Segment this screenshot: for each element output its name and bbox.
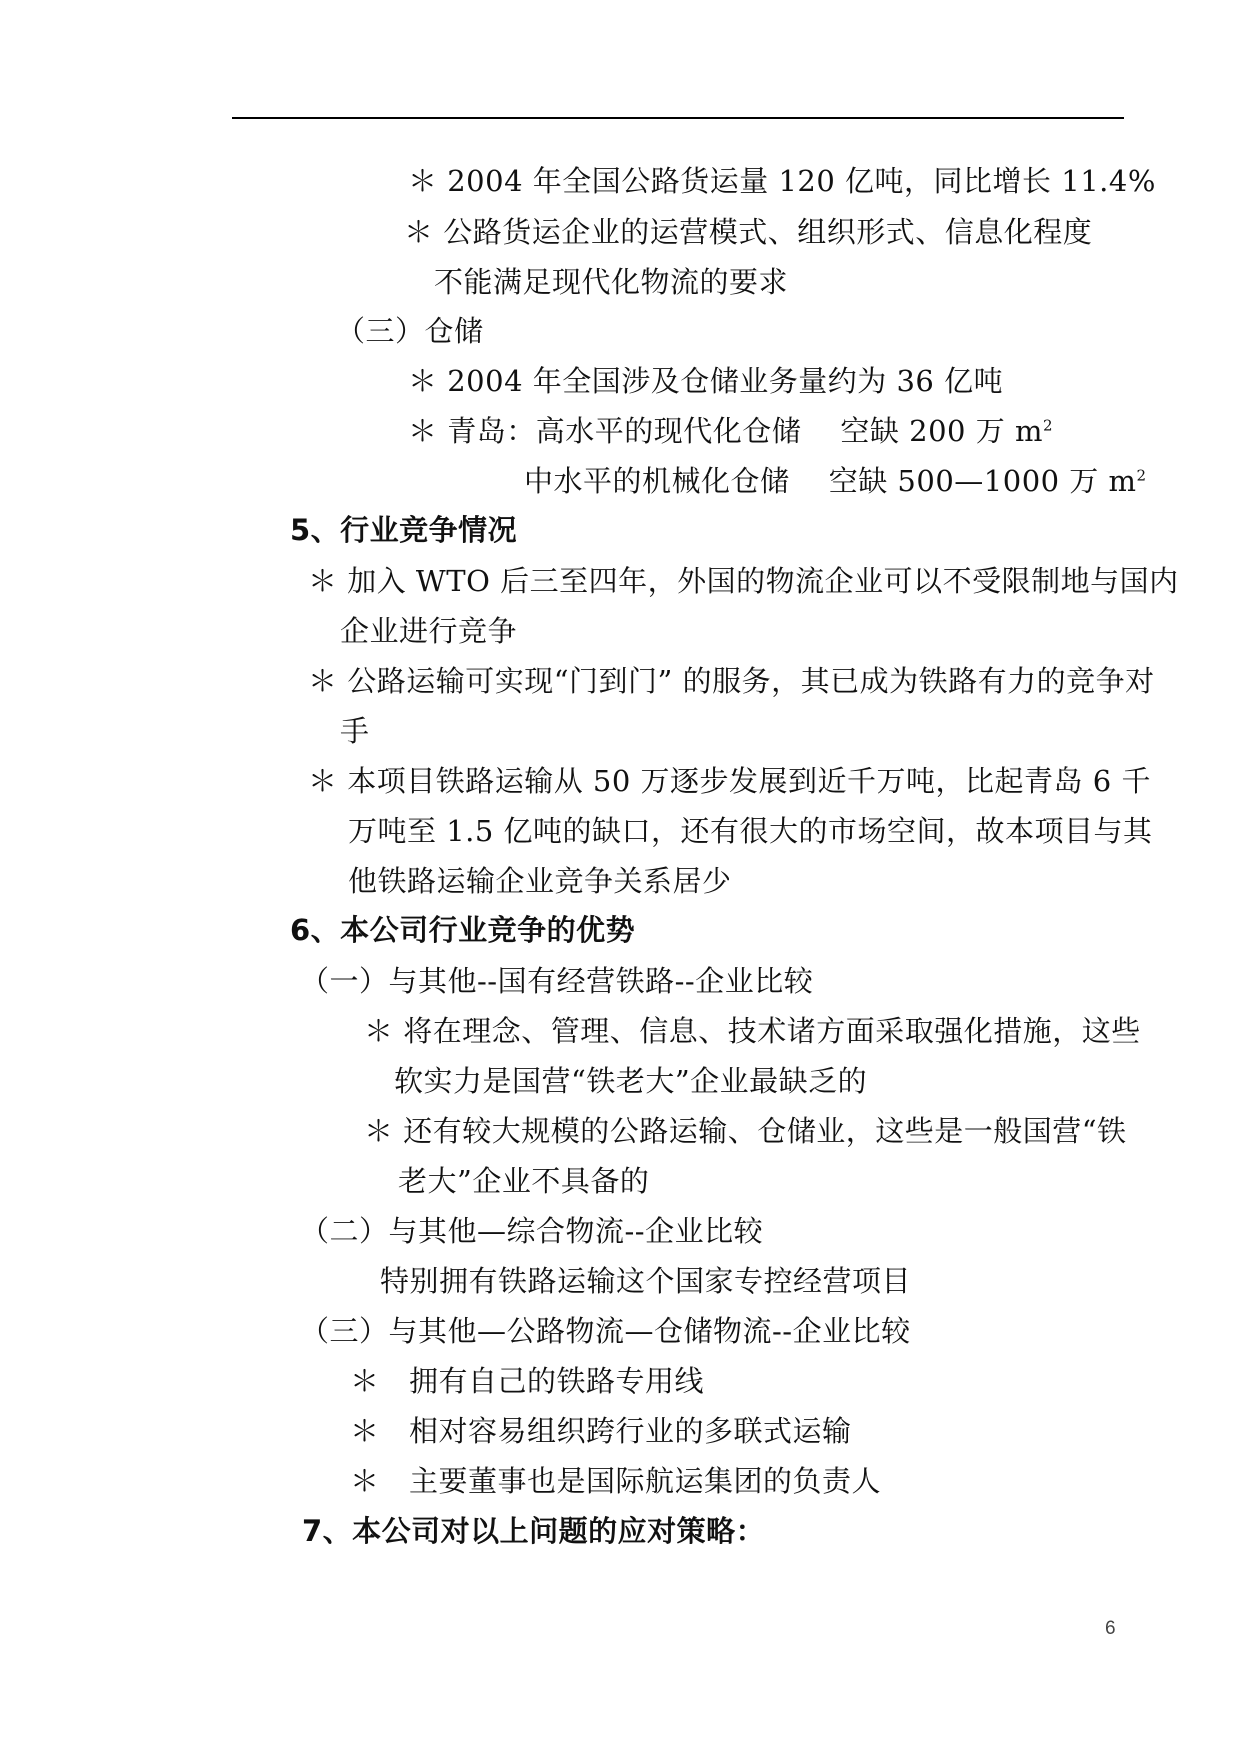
sec5-bullet-3: ＊ 本项目铁路运输从 50 万逐步发展到近千万吨，比起青岛 6 千 bbox=[308, 764, 1151, 798]
sec6-subheading-2: （二）与其他—综合物流--企业比较 bbox=[300, 1214, 764, 1248]
sec6-sub3-bullet-1: ＊ 拥有自己的铁路专用线 bbox=[350, 1364, 705, 1398]
header-rule bbox=[232, 117, 1124, 119]
sec6-sub1-bullet-1: ＊ 将在理念、管理、信息、技术诸方面采取强化措施，这些 bbox=[364, 1014, 1141, 1048]
sec5-bullet-1: ＊ 加入 WTO 后三至四年，外国的物流企业可以不受限制地与国内 bbox=[308, 564, 1179, 598]
road-model-bullet: ＊ 公路货运企业的运营模式、组织形式、信息化程度 bbox=[404, 215, 1093, 249]
square-superscript: 2 bbox=[1042, 416, 1053, 435]
qingdao-mid-text: 中水平的机械化仓储 空缺 500—1000 万 m bbox=[524, 464, 1137, 498]
sec6-subheading-3: （三）与其他—公路物流—仓储物流--企业比较 bbox=[300, 1314, 911, 1348]
road-volume-bullet: ＊ 2004 年全国公路货运量 120 亿吨，同比增长 11.4% bbox=[408, 164, 1156, 198]
section-6-heading: 6、本公司行业竞争的优势 bbox=[290, 913, 636, 947]
square-superscript: 2 bbox=[1136, 466, 1147, 485]
sec6-sub3-bullet-3: ＊ 主要董事也是国际航运集团的负责人 bbox=[350, 1464, 882, 1498]
section-7-heading: 7、本公司对以上问题的应对策略： bbox=[302, 1514, 766, 1548]
storage-subheading: （三）仓储 bbox=[336, 314, 484, 348]
section-5-heading: 5、行业竞争情况 bbox=[290, 513, 518, 547]
sec5-bullet-2-cont: 手 bbox=[340, 714, 370, 748]
qingdao-mid-level-storage bbox=[524, 463, 1147, 499]
storage-volume-bullet: ＊ 2004 年全国涉及仓储业务量约为 36 亿吨 bbox=[408, 364, 1004, 398]
road-model-continuation: 不能满足现代化物流的要求 bbox=[434, 265, 789, 299]
sec5-bullet-3-cont-1: 万吨至 1.5 亿吨的缺口，还有很大的市场空间，故本项目与其 bbox=[348, 814, 1153, 848]
sec6-sub1-bullet-1-cont: 软实力是国营“铁老大”企业最缺乏的 bbox=[394, 1064, 868, 1098]
sec5-bullet-2: ＊ 公路运输可实现“门到门” 的服务，其已成为铁路有力的竞争对 bbox=[308, 664, 1155, 698]
sec6-sub1-bullet-2: ＊ 还有较大规模的公路运输、仓储业，这些是一般国营“铁 bbox=[364, 1114, 1127, 1148]
sec6-sub1-bullet-2-cont: 老大”企业不具备的 bbox=[398, 1164, 650, 1198]
page-number: 6 bbox=[1105, 1618, 1116, 1639]
qingdao-high-text: ＊ 青岛：高水平的现代化仓储 空缺 200 万 m bbox=[408, 414, 1043, 448]
qingdao-high-level-storage bbox=[408, 413, 1053, 449]
sec5-bullet-3-cont-2: 他铁路运输企业竞争关系居少 bbox=[348, 864, 732, 898]
sec6-sub3-bullet-2: ＊ 相对容易组织跨行业的多联式运输 bbox=[350, 1414, 852, 1448]
sec6-sub2-text: 特别拥有铁路运输这个国家专控经营项目 bbox=[380, 1264, 912, 1298]
sec5-bullet-1-cont: 企业进行竞争 bbox=[340, 614, 518, 648]
sec6-subheading-1: （一）与其他--国有经营铁路--企业比较 bbox=[300, 964, 814, 998]
